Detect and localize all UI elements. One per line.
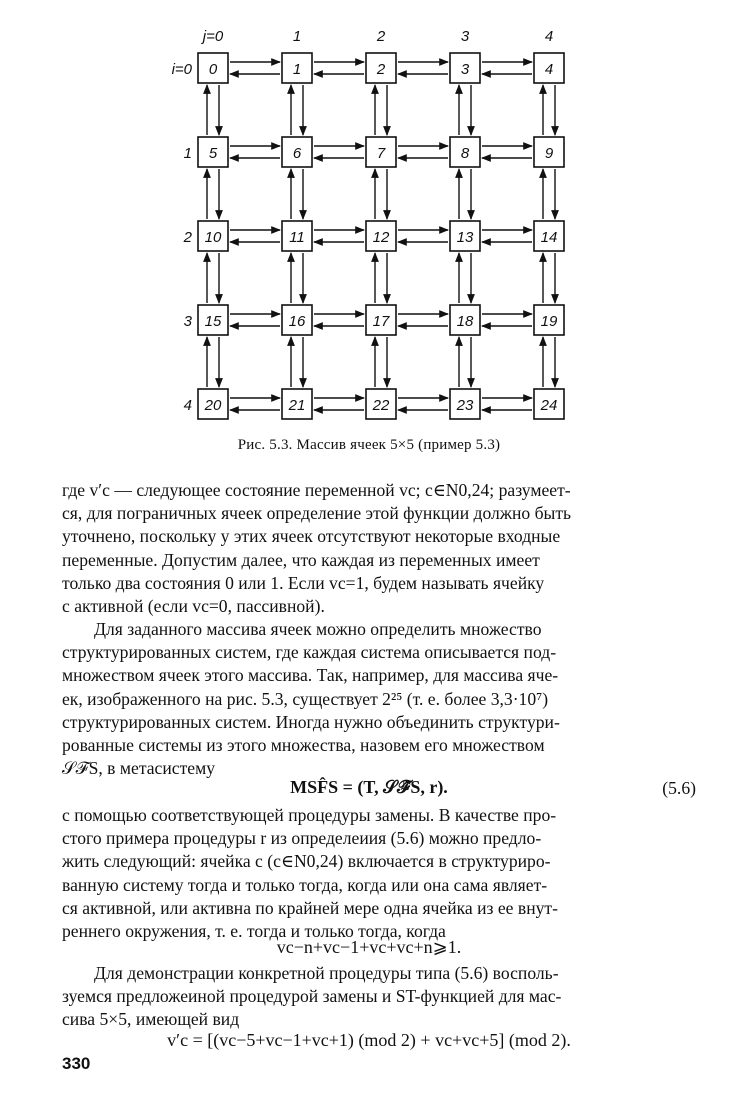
grid-headers <box>172 28 554 414</box>
row-label: 3 <box>183 313 192 330</box>
cell-label: 23 <box>456 397 474 414</box>
formula-st-function: v′c = [(vc−5+vc−1+vc+1) (mod 2) + vc+vc+5] (mod 2). <box>167 1030 571 1050</box>
text-line: ек, изображенного на рис. 5.3, существует 2²⁵ (т. е. более 3,3·10⁷) <box>62 688 549 709</box>
text-line: с помощью соответствующей процедуры замены. В качестве про- <box>62 805 557 825</box>
text-line: множеством ячеек этого массива. Так, например, для массива яче- <box>62 665 559 686</box>
cell-label: 0 <box>208 61 218 78</box>
paragraph-3 <box>62 804 702 943</box>
row-label: 1 <box>183 145 192 162</box>
cell-grid <box>198 53 564 419</box>
page-number: 330 <box>62 1054 91 1073</box>
column-label: 1 <box>292 28 302 45</box>
text-line: реннего окружения, т. е. тогда и только тогда, когда <box>62 921 446 942</box>
text-line: структурированных систем. Иногда нужно объединить структури- <box>62 711 560 732</box>
cell-label: 8 <box>460 145 470 162</box>
text-line: Для демонстрации конкретной процедуры типа (5.6) восполь- <box>94 963 559 983</box>
text-line: Для заданного массива ячеек можно определить множество <box>94 619 542 639</box>
text-line: сива 5×5, имеющей вид <box>62 1009 240 1030</box>
paragraph-4 <box>62 962 702 1032</box>
cell-label: 12 <box>372 229 390 246</box>
cell-label: 20 <box>204 397 222 414</box>
text-line: ся, для пограничных ячеек определение этой функции должно быть <box>62 503 572 524</box>
text-line: ся активной, или активна по крайней мере одна ячейка из ее внут- <box>62 897 558 918</box>
cell-label: 2 <box>376 61 386 78</box>
cell-label: 5 <box>208 145 218 162</box>
figure-caption: Рис. 5.3. Массив ячеек 5×5 (пример 5.3) <box>237 437 501 453</box>
cell-label: 16 <box>288 313 306 330</box>
cell-label: 7 <box>376 145 386 162</box>
text-line: ванную систему тогда и только тогда, когда или она сама являет- <box>62 874 548 895</box>
text-line: структурированных систем, где каждая система описывается под- <box>62 642 557 663</box>
text-line: уточнено, поскольку у этих ячеек отсутствуют некоторые входные <box>62 526 561 547</box>
formula-5-6: MSF̂S = (T, 𝒮ℱ̂S, r). <box>290 777 448 797</box>
cell-label: 4 <box>544 61 554 78</box>
text-line: только два состояния 0 или 1. Если vc=1, будем называть ячейку <box>62 572 545 593</box>
cell-label: 9 <box>544 145 554 162</box>
paragraph-2 <box>62 618 702 780</box>
cell-label: 17 <box>372 313 390 330</box>
paragraph-1 <box>62 479 702 618</box>
text-line: стого примера процедуры r из определеиия (5.6) можно предло- <box>62 828 542 849</box>
cell-label: 24 <box>540 397 558 414</box>
cell-label: 22 <box>372 397 390 414</box>
column-label: 3 <box>460 28 470 45</box>
cell-label: 13 <box>456 229 474 246</box>
cell-label: 1 <box>292 61 302 78</box>
text-line: переменные. Допустим далее, что каждая из переменных имеет <box>62 549 540 570</box>
row-label: 2 <box>183 229 192 246</box>
cell-label: 6 <box>292 145 302 162</box>
equation-number: (5.6) <box>662 778 696 798</box>
formula-condition: vc−n+vc−1+vc+vc+n⩾1. <box>276 937 462 957</box>
column-label: j=0 <box>202 28 224 45</box>
cell-label: 19 <box>540 313 558 330</box>
row-label: i=0 <box>171 61 192 78</box>
cell-label: 14 <box>540 229 558 246</box>
text-line: жить следующий: ячейка c (c∈N0,24) включается в структуриро- <box>62 851 551 872</box>
text-line: с активной (если vc=0, пассивной). <box>62 596 325 617</box>
cell-label: 11 <box>289 229 305 246</box>
cell-label: 18 <box>456 313 474 330</box>
column-label: 2 <box>376 28 386 45</box>
cell-array-figure <box>150 20 590 440</box>
cell-label: 10 <box>204 229 222 246</box>
row-label: 4 <box>183 397 192 414</box>
text-line: зуемся предложеиной процедурой замены и ST-функцией для мас- <box>62 986 562 1007</box>
text-line: рованные системы из этого множества, назовем его множеством <box>62 735 545 756</box>
cell-label: 3 <box>460 61 470 78</box>
column-label: 4 <box>544 28 554 45</box>
cell-label: 15 <box>204 313 222 330</box>
text-line: 𝒮ℱS, в метасистему <box>62 758 216 779</box>
cell-label: 21 <box>288 397 306 414</box>
text-line: где v′c — следующее состояние переменной vc; c∈N0,24; разумеет- <box>62 480 571 500</box>
